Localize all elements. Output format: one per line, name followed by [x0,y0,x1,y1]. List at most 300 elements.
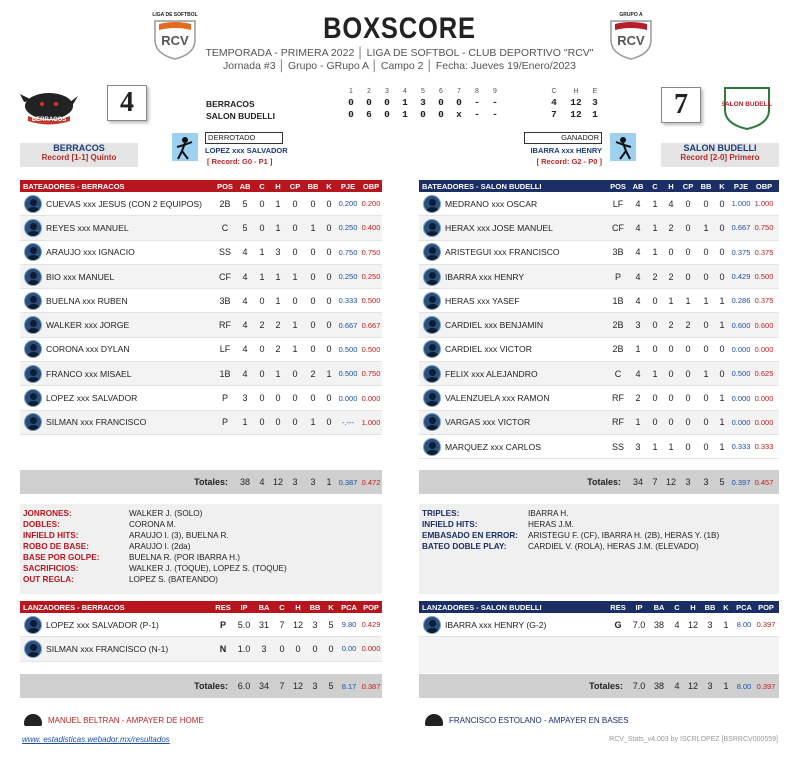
stat-h: 0 [275,393,281,404]
stat-h: 1 [275,198,281,209]
total-pca: 8.00 [736,681,752,691]
stat-ip: 7.0 [632,619,646,630]
player-avatar-icon [423,195,441,213]
stat-ab: 4 [242,320,248,331]
home-inning-cell: 0 [420,109,426,120]
stat-c: 1 [652,198,658,209]
column-header: CP [289,181,301,191]
pitcher-row [419,613,779,637]
stat-k: 1 [719,320,725,331]
stat-pos: LF [219,344,231,355]
player-avatar-icon [423,292,441,310]
total-k: 5 [328,681,334,691]
stat-k: 0 [719,344,725,355]
loser-pitcher-icon [172,133,198,161]
player-row [419,362,779,386]
player-row [20,313,382,337]
player-name: VALENZUELA xxx RAMON [445,393,550,404]
stat-cp: 2 [685,320,691,331]
total-k: 1 [326,477,332,487]
player-row [20,216,382,240]
stat-ip: 5.0 [237,619,251,630]
player-name: SILMAN xxx FRANCISCO [46,417,147,428]
stat-ab: 4 [242,271,248,282]
stat-pje: -.--- [341,417,355,427]
stat-bb: 0 [310,393,316,404]
inning-header: 2 [367,88,371,95]
stat-c: 0 [652,393,658,404]
stat-bb: 1 [703,368,709,379]
column-header: POS [217,181,233,191]
stat-h: 0 [295,643,301,654]
stat-bb: 0 [703,247,709,258]
player-name: CARDIEL xxx BENJAMIN [445,320,544,331]
total-cp: 3 [292,477,298,487]
total-header: E [592,88,598,95]
stat-cp: 0 [292,222,298,233]
game-info-line: Jornada #3 │ Grupo - GRupo A │ Campo 2 │ Fecha: Jueves 19/Enero/2023 [223,60,576,72]
stat-c: 0 [259,368,265,379]
player-row [419,265,779,289]
inning-header: 9 [493,88,497,95]
stat-ab: 2 [635,393,641,404]
stat-res: P [219,619,226,630]
column-header: POP [758,602,774,612]
linescore-away-name: BERRACOS [206,99,255,109]
stat-c: 1 [652,368,658,379]
stat-ab: 3 [242,393,248,404]
stat-pje: 0.375 [731,247,751,257]
stat-obp: 0.200 [361,199,381,209]
player-name: HERAX xxx JOSE MANUEL [445,222,553,233]
note-value: ARAUJO I. (3), BUELNA R. [129,531,229,540]
stat-k: 5 [328,619,334,630]
loser-label: DERROTADO [205,132,283,144]
stat-cp: 0 [685,247,691,258]
column-header: PJE [733,181,749,191]
stat-bb: 1 [703,295,709,306]
stat-bb: 0 [703,271,709,282]
stat-cp: 1 [292,271,298,282]
home-inning-cell: 6 [366,109,372,120]
stat-bb: 0 [310,198,316,209]
note-label: OUT REGLA: [23,575,74,584]
player-avatar-icon [423,389,441,407]
winner-pitcher-icon [610,133,636,161]
player-avatar-icon [423,340,441,358]
stat-obp: 0.000 [754,417,774,427]
stat-cp: 0 [292,247,298,258]
home-batting-table [419,180,779,459]
player-avatar-icon [24,640,42,658]
home-notes [419,504,779,594]
column-header: POP [363,602,379,612]
note-row [422,530,776,541]
stat-c: 0 [259,198,265,209]
stat-ba: 38 [653,619,664,630]
stat-c: 0 [259,417,265,428]
stat-pje: 0.333 [338,296,358,306]
away-inning-cell: 3 [420,97,426,108]
winner-label: GANADOR [524,132,602,144]
total-ba: 34 [258,681,269,691]
home-inning-cell: - [492,109,498,120]
stat-ab: 1 [635,344,641,355]
pitcher-name: LOPEZ xxx SALVADOR (P-1) [46,619,159,630]
column-header: PCA [341,602,357,612]
rcv-logo-text-left: RCV [161,33,189,48]
stat-cp: 0 [685,368,691,379]
stat-pje: 0.000 [731,344,751,354]
player-name: CORONA xxx DYLAN [46,344,130,355]
total-bb: 3 [707,681,713,691]
total-ip: 7.0 [632,681,646,691]
player-name: HERAS xxx YASEF [445,295,520,306]
stat-cp: 0 [685,222,691,233]
stat-bb: 0 [310,344,316,355]
stat-cp: 0 [292,417,298,428]
player-row [20,241,382,265]
stat-pos: 3B [612,247,624,258]
stat-ab: 4 [635,247,641,258]
note-value: IBARRA H. [528,509,569,518]
stat-pop: 0.000 [361,644,381,654]
column-header: BA [258,602,270,612]
player-avatar-icon [24,268,42,286]
stat-obp: 0.000 [754,344,774,354]
total-header: H [573,88,579,95]
home-inning-cell: x [456,109,462,120]
stat-cp: 0 [292,198,298,209]
player-row [419,216,779,240]
stat-pop: 0.397 [756,620,776,630]
note-label: EMBASADO EN ERROR: [422,531,518,540]
column-header: C [279,602,285,612]
note-row [23,519,379,530]
stat-obp: 1.000 [361,417,381,427]
stat-pje: 0.750 [338,247,358,257]
stat-pos: SS [218,247,231,258]
stat-cp: 0 [685,198,691,209]
stat-c: 0 [259,393,265,404]
total-h: 12 [272,477,283,487]
stat-pos: 1B [219,368,231,379]
stat-h: 12 [687,619,698,630]
total-h: 12 [665,477,676,487]
stat-cp: 0 [685,271,691,282]
stat-pos: CF [612,222,624,233]
stat-ab: 3 [635,441,641,452]
stat-pos: P [221,417,228,428]
total-ab: 38 [239,477,250,487]
home-team-name: SALON BUDELLI [683,143,757,153]
player-row [20,265,382,289]
stat-k: 0 [326,393,332,404]
player-avatar-icon [24,292,42,310]
home-pitching-empty [419,637,779,673]
column-header: H [275,181,281,191]
total-c: 7 [279,681,285,691]
version-text: RCV_Stats_v4.003 by ISCRLOPEZ [BSRRCV000559] [609,736,778,743]
stat-c: 0 [279,643,285,654]
stat-obp: 0.600 [754,320,774,330]
total-cp: 3 [685,477,691,487]
column-header: K [723,602,729,612]
home-total-e: 1 [592,109,598,120]
table-title: BATEADORES - SALON BUDELLI [422,181,542,191]
note-row [23,541,379,552]
note-label: SACRIFICIOS: [23,564,79,573]
player-name: ARAUJO xxx IGNACIO [46,247,135,258]
boar-icon [18,88,80,128]
away-inning-cell: 0 [348,97,354,108]
stat-bb: 1 [310,417,316,428]
total-ba: 38 [653,681,664,691]
stat-obp: 0.375 [754,247,774,257]
umpire-bases-icon [425,714,443,726]
player-name: LOPEZ xxx SALVADOR [46,393,138,404]
away-inning-cell: - [492,97,498,108]
column-header: K [719,181,725,191]
away-batting-table [20,180,382,435]
stat-cp: 0 [685,417,691,428]
player-name: FRANCO xxx MISAEL [46,368,132,379]
table-title: LANZADORES - SALON BUDELLI [422,602,542,612]
stat-c: 1 [652,441,658,452]
stat-pos: C [221,222,229,233]
player-row [419,241,779,265]
stat-h: 12 [292,619,303,630]
player-avatar-icon [423,438,441,456]
stat-k: 1 [326,368,332,379]
stat-cp: 0 [292,368,298,379]
stat-h: 1 [668,295,674,306]
stat-ab: 4 [635,271,641,282]
stat-obp: 0.250 [361,272,381,282]
note-row [23,563,379,574]
note-value: WALKER J. (TOQUE), LOPEZ S. (TOQUE) [129,564,287,573]
player-avatar-icon [423,365,441,383]
column-header: PCA [736,602,752,612]
stat-h: 4 [668,198,674,209]
player-row [20,386,382,410]
stat-ab: 1 [635,417,641,428]
stat-k: 1 [719,393,725,404]
stat-ab: 4 [242,344,248,355]
home-total-h: 12 [570,109,582,120]
pitcher-name: SILMAN xxx FRANCISCO (N-1) [46,643,169,654]
note-row [23,552,379,563]
stat-obp: 0.625 [754,369,774,379]
stat-bb: 0 [312,643,318,654]
player-name: FELIX xxx ALEJANDRO [445,368,538,379]
total-ab: 34 [632,477,643,487]
player-avatar-icon [24,365,42,383]
umpire-home: MANUEL BELTRAN - AMPAYER DE HOME [48,716,204,725]
column-header: K [328,602,334,612]
away-inning-cell: 0 [366,97,372,108]
stat-c: 0 [652,417,658,428]
total-c: 7 [652,477,658,487]
stat-h: 0 [275,417,281,428]
note-value: ARISTEGU F. (CF), IBARRA H. (2B), HERAS Y. (1B) [528,531,720,540]
note-label: BATEO DOBLE PLAY: [422,542,507,551]
player-row [419,313,779,337]
column-header: CP [682,181,694,191]
stat-obp: 0.500 [361,296,381,306]
stat-k: 0 [326,247,332,258]
stat-h: 1 [668,441,674,452]
player-avatar-icon [423,616,441,634]
stat-k: 0 [719,271,725,282]
player-name: WALKER xxx JORGE [46,320,130,331]
totals-label: Totales: [589,681,623,691]
player-name: VARGAS xxx VICTOR [445,417,531,428]
inning-header: 1 [349,88,353,95]
total-pje: 0.397 [731,477,751,487]
stat-c: 0 [652,295,658,306]
stat-c: 7 [279,619,285,630]
column-header: H [668,181,674,191]
player-avatar-icon [24,616,42,634]
stat-ab: 4 [635,198,641,209]
player-row [419,386,779,410]
season-line: TEMPORADA - PRIMERA 2022 │ LIGA DE SOFTBOL - CLUB DEPORTIVO "RCV" [205,47,594,59]
away-inning-cell: 0 [384,97,390,108]
stat-k: 0 [326,198,332,209]
pitcher-name: IBARRA xxx HENRY (G-2) [445,619,547,630]
stat-c: 2 [652,271,658,282]
total-h: 12 [292,681,303,691]
stat-k: 1 [723,619,729,630]
player-row [20,362,382,386]
stat-c: 1 [652,222,658,233]
stat-k: 1 [719,295,725,306]
player-avatar-icon [24,316,42,334]
inning-header: 3 [385,88,389,95]
note-label: INFIELD HITS: [422,520,478,529]
player-name: CUEVAS xxx JESUS (CON 2 EQUIPOS) [46,198,202,209]
column-header: BA [653,602,665,612]
stat-pje: 0.000 [338,393,358,403]
stat-obp: 0.000 [754,393,774,403]
stat-pca: 0.00 [341,644,357,654]
note-value: LOPEZ S. (BATEANDO) [129,575,219,584]
winner-name: IBARRA xxx HENRY [530,146,602,155]
stat-k: 0 [719,198,725,209]
away-logo-text: BERRACOS [31,117,67,123]
stat-pos: P [221,393,228,404]
stat-ab: 4 [242,368,248,379]
stat-cp: 0 [292,393,298,404]
away-pitching-table [20,601,382,662]
note-row [23,574,379,585]
away-total-e: 3 [592,97,598,108]
home-logo-text: SALON BUDELLI [722,101,772,108]
stat-bb: 3 [707,619,713,630]
away-team-record: Record [1-1] Quinto [41,153,117,162]
stat-k: 1 [719,441,725,452]
home-inning-cell: 0 [384,109,390,120]
stat-ab: 4 [242,247,248,258]
away-total-c: 4 [551,97,557,108]
stat-cp: 1 [292,344,298,355]
column-header: H [690,602,696,612]
stat-pos: LF [612,198,624,209]
column-header: OBP [755,181,773,191]
stat-ab: 1 [242,417,248,428]
away-team-logo [18,88,80,128]
player-avatar-icon [24,195,42,213]
stat-c: 0 [652,344,658,355]
stat-bb: 0 [703,417,709,428]
stat-obp: 0.750 [361,247,381,257]
home-team-record: Record [2-0] Primero [680,153,760,162]
column-header: POS [610,181,626,191]
stat-pos: 3B [219,295,231,306]
stat-bb: 0 [703,393,709,404]
stat-c: 0 [259,295,265,306]
stat-k: 0 [326,320,332,331]
stat-h: 2 [668,222,674,233]
inning-header: 4 [403,88,407,95]
note-value: HERAS J.M. [528,520,574,529]
column-header: AB [632,181,644,191]
player-row [20,338,382,362]
player-avatar-icon [24,413,42,431]
column-header: H [295,602,301,612]
stat-h: 0 [668,368,674,379]
stat-c: 4 [674,619,680,630]
stat-obp: 0.750 [361,369,381,379]
player-name: IBARRA xxx HENRY [445,271,525,282]
stat-ab: 4 [635,368,641,379]
stat-pje: 0.286 [731,296,751,306]
stat-cp: 0 [292,295,298,306]
stat-k: 0 [326,417,332,428]
stat-cp: 0 [685,393,691,404]
column-header: BB [700,181,712,191]
stat-cp: 0 [685,441,691,452]
column-header: AB [239,181,251,191]
column-header: OBP [362,181,380,191]
column-header: BB [307,181,319,191]
stat-res: G [614,619,622,630]
stat-c: 0 [259,344,265,355]
total-c: 4 [259,477,265,487]
stat-pje: 0.000 [731,417,751,427]
note-value: BUELNA R. (POR IBARRA H.) [129,553,241,562]
stat-h: 1 [275,271,281,282]
stat-pos: CF [219,271,231,282]
stat-bb: 0 [703,344,709,355]
stat-obp: 0.667 [361,320,381,330]
results-link[interactable]: www. estadisticas.webador.mx/resultados [22,735,170,744]
stat-res: N [219,643,227,654]
stat-k: 0 [719,247,725,258]
stat-h: 2 [668,320,674,331]
player-row [419,435,779,459]
stat-c: 0 [652,320,658,331]
stat-bb: 0 [310,320,316,331]
stat-pje: 0.429 [731,272,751,282]
note-label: TRIPLES: [422,509,460,518]
stat-obp: 0.750 [754,223,774,233]
stat-c: 1 [259,271,265,282]
stat-h: 0 [668,393,674,404]
stat-pje: 0.500 [338,369,358,379]
column-header: IP [635,602,643,612]
